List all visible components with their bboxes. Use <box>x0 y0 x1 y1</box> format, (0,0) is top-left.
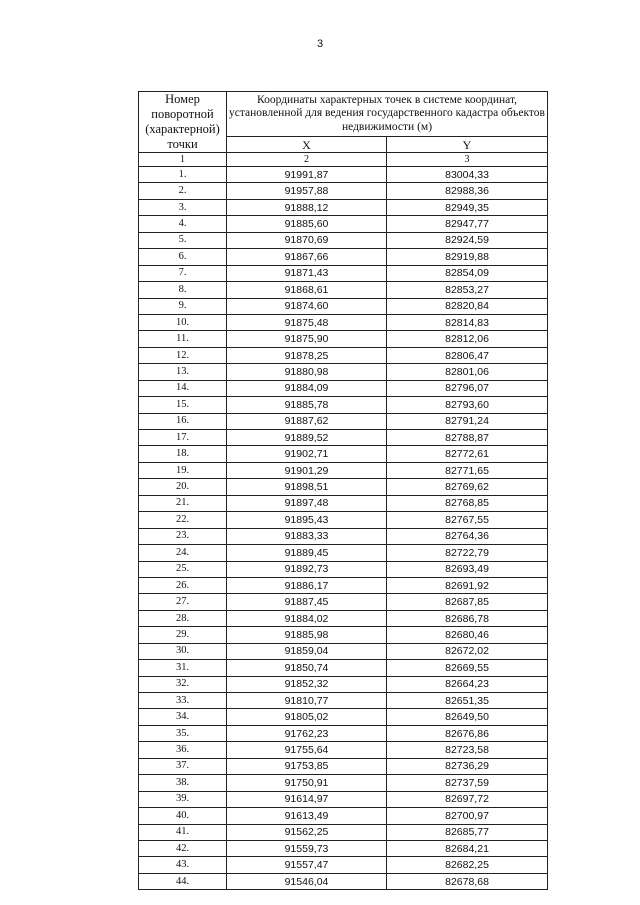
x-coordinate-cell: 91557,47 <box>227 857 387 873</box>
x-coordinate-cell: 91762,23 <box>227 725 387 741</box>
table-row <box>139 347 548 363</box>
x-coordinate-cell: 91875,48 <box>227 314 387 330</box>
table-row <box>139 298 548 314</box>
y-coordinate-cell: 82680,46 <box>387 627 548 643</box>
point-number-cell: 16. <box>139 413 227 429</box>
y-coordinate-cell: 82771,65 <box>387 462 548 478</box>
table-row <box>139 265 548 281</box>
table-row <box>139 610 548 626</box>
point-number-cell: 42. <box>139 840 227 856</box>
x-coordinate-cell: 91895,43 <box>227 512 387 528</box>
y-coordinate-cell: 82949,35 <box>387 199 548 215</box>
y-coordinate-cell: 82682,25 <box>387 857 548 873</box>
table-row <box>139 775 548 791</box>
x-coordinate-cell: 91885,60 <box>227 216 387 232</box>
y-coordinate-cell: 82684,21 <box>387 840 548 856</box>
y-coordinate-cell: 82791,24 <box>387 413 548 429</box>
table-row <box>139 167 548 183</box>
point-number-cell: 15. <box>139 397 227 413</box>
x-coordinate-cell: 91852,32 <box>227 676 387 692</box>
y-coordinate-cell: 82853,27 <box>387 282 548 298</box>
point-number-cell: 26. <box>139 577 227 593</box>
y-coordinate-cell: 82676,86 <box>387 725 548 741</box>
column-index: 2 <box>227 153 387 167</box>
table-row <box>139 199 548 215</box>
y-coordinate-cell: 82697,72 <box>387 791 548 807</box>
point-number-cell: 2. <box>139 183 227 199</box>
header-coordinates: Координаты характерных точек в системе координат, установленной для ведения государственного кадастра объектов недвижимости (м) <box>227 92 548 137</box>
table-row <box>139 627 548 643</box>
table-row <box>139 840 548 856</box>
coordinates-table <box>138 91 548 890</box>
point-number-cell: 21. <box>139 495 227 511</box>
x-coordinate-cell: 91753,85 <box>227 758 387 774</box>
x-coordinate-cell: 91892,73 <box>227 561 387 577</box>
point-number-cell: 11. <box>139 331 227 347</box>
x-coordinate-cell: 91898,51 <box>227 479 387 495</box>
x-coordinate-cell: 91859,04 <box>227 643 387 659</box>
x-coordinate-cell: 91885,98 <box>227 627 387 643</box>
x-coordinate-cell: 91888,12 <box>227 199 387 215</box>
column-index-row <box>139 153 548 167</box>
table-row <box>139 545 548 561</box>
y-coordinate-cell: 82947,77 <box>387 216 548 232</box>
table-row <box>139 561 548 577</box>
x-coordinate-cell: 91901,29 <box>227 462 387 478</box>
x-coordinate-cell: 91902,71 <box>227 446 387 462</box>
table-row <box>139 577 548 593</box>
point-number-cell: 10. <box>139 314 227 330</box>
x-coordinate-cell: 91880,98 <box>227 364 387 380</box>
x-coordinate-cell: 91884,09 <box>227 380 387 396</box>
y-coordinate-cell: 82669,55 <box>387 660 548 676</box>
y-coordinate-cell: 82767,55 <box>387 512 548 528</box>
y-coordinate-cell: 82812,06 <box>387 331 548 347</box>
table-row <box>139 331 548 347</box>
y-coordinate-cell: 82988,36 <box>387 183 548 199</box>
table-row <box>139 462 548 478</box>
x-coordinate-cell: 91868,61 <box>227 282 387 298</box>
header-point-number: Номер поворотной (характерной) точки <box>139 92 227 153</box>
point-number-cell: 25. <box>139 561 227 577</box>
y-coordinate-cell: 82793,60 <box>387 397 548 413</box>
x-coordinate-cell: 91889,52 <box>227 430 387 446</box>
table-row <box>139 725 548 741</box>
point-number-cell: 37. <box>139 758 227 774</box>
x-coordinate-cell: 91755,64 <box>227 742 387 758</box>
y-coordinate-cell: 82651,35 <box>387 693 548 709</box>
point-number-cell: 8. <box>139 282 227 298</box>
x-coordinate-cell: 91897,48 <box>227 495 387 511</box>
y-coordinate-cell: 82801,06 <box>387 364 548 380</box>
x-coordinate-cell: 91546,04 <box>227 873 387 889</box>
y-coordinate-cell: 82649,50 <box>387 709 548 725</box>
table-body <box>139 167 548 890</box>
table-row <box>139 643 548 659</box>
point-number-cell: 13. <box>139 364 227 380</box>
table-row <box>139 594 548 610</box>
table-row <box>139 183 548 199</box>
y-coordinate-cell: 82736,29 <box>387 758 548 774</box>
x-coordinate-cell: 91870,69 <box>227 232 387 248</box>
table-row <box>139 364 548 380</box>
x-coordinate-cell: 91874,60 <box>227 298 387 314</box>
table-row <box>139 873 548 889</box>
table-row <box>139 282 548 298</box>
y-coordinate-cell: 82672,02 <box>387 643 548 659</box>
point-number-cell: 3. <box>139 199 227 215</box>
y-coordinate-cell: 82764,36 <box>387 528 548 544</box>
y-coordinate-cell: 82814,83 <box>387 314 548 330</box>
point-number-cell: 17. <box>139 430 227 446</box>
point-number-cell: 9. <box>139 298 227 314</box>
point-number-cell: 34. <box>139 709 227 725</box>
x-coordinate-cell: 91805,02 <box>227 709 387 725</box>
x-coordinate-cell: 91613,49 <box>227 808 387 824</box>
y-coordinate-cell: 82722,79 <box>387 545 548 561</box>
point-number-cell: 38. <box>139 775 227 791</box>
table-row <box>139 824 548 840</box>
point-number-cell: 33. <box>139 693 227 709</box>
point-number-cell: 18. <box>139 446 227 462</box>
table-row <box>139 430 548 446</box>
table-row <box>139 808 548 824</box>
table-row <box>139 709 548 725</box>
point-number-cell: 41. <box>139 824 227 840</box>
point-number-cell: 32. <box>139 676 227 692</box>
y-coordinate-cell: 82723,58 <box>387 742 548 758</box>
point-number-cell: 30. <box>139 643 227 659</box>
x-coordinate-cell: 91885,78 <box>227 397 387 413</box>
x-coordinate-cell: 91887,45 <box>227 594 387 610</box>
y-coordinate-cell: 82854,09 <box>387 265 548 281</box>
table-row <box>139 413 548 429</box>
point-number-cell: 40. <box>139 808 227 824</box>
point-number-cell: 4. <box>139 216 227 232</box>
table-row <box>139 479 548 495</box>
point-number-cell: 36. <box>139 742 227 758</box>
header-y: Y <box>387 137 548 153</box>
y-coordinate-cell: 82772,61 <box>387 446 548 462</box>
table-row <box>139 232 548 248</box>
x-coordinate-cell: 91875,90 <box>227 331 387 347</box>
y-coordinate-cell: 83004,33 <box>387 167 548 183</box>
y-coordinate-cell: 82691,92 <box>387 577 548 593</box>
x-coordinate-cell: 91867,66 <box>227 249 387 265</box>
table-row <box>139 249 548 265</box>
table-row <box>139 314 548 330</box>
x-coordinate-cell: 91850,74 <box>227 660 387 676</box>
column-index: 1 <box>139 153 227 167</box>
point-number-cell: 14. <box>139 380 227 396</box>
point-number-cell: 28. <box>139 610 227 626</box>
x-coordinate-cell: 91883,33 <box>227 528 387 544</box>
point-number-cell: 31. <box>139 660 227 676</box>
y-coordinate-cell: 82806,47 <box>387 347 548 363</box>
y-coordinate-cell: 82924,59 <box>387 232 548 248</box>
table-row <box>139 693 548 709</box>
point-number-cell: 29. <box>139 627 227 643</box>
x-coordinate-cell: 91878,25 <box>227 347 387 363</box>
table-row <box>139 660 548 676</box>
point-number-cell: 7. <box>139 265 227 281</box>
x-coordinate-cell: 91614,97 <box>227 791 387 807</box>
point-number-cell: 23. <box>139 528 227 544</box>
y-coordinate-cell: 82687,85 <box>387 594 548 610</box>
point-number-cell: 27. <box>139 594 227 610</box>
table-row <box>139 216 548 232</box>
x-coordinate-cell: 91887,62 <box>227 413 387 429</box>
y-coordinate-cell: 82769,62 <box>387 479 548 495</box>
point-number-cell: 20. <box>139 479 227 495</box>
x-coordinate-cell: 91810,77 <box>227 693 387 709</box>
y-coordinate-cell: 82788,87 <box>387 430 548 446</box>
point-number-cell: 12. <box>139 347 227 363</box>
y-coordinate-cell: 82919,88 <box>387 249 548 265</box>
y-coordinate-cell: 82686,78 <box>387 610 548 626</box>
y-coordinate-cell: 82737,59 <box>387 775 548 791</box>
point-number-cell: 19. <box>139 462 227 478</box>
y-coordinate-cell: 82768,85 <box>387 495 548 511</box>
x-coordinate-cell: 91886,17 <box>227 577 387 593</box>
table-row <box>139 791 548 807</box>
point-number-cell: 5. <box>139 232 227 248</box>
header-x: X <box>227 137 387 153</box>
table-row <box>139 397 548 413</box>
point-number-cell: 6. <box>139 249 227 265</box>
table-row <box>139 512 548 528</box>
table-row <box>139 676 548 692</box>
y-coordinate-cell: 82664,23 <box>387 676 548 692</box>
table-row <box>139 758 548 774</box>
y-coordinate-cell: 82678,68 <box>387 873 548 889</box>
y-coordinate-cell: 82820,84 <box>387 298 548 314</box>
table-row <box>139 528 548 544</box>
x-coordinate-cell: 91871,43 <box>227 265 387 281</box>
point-number-cell: 35. <box>139 725 227 741</box>
point-number-cell: 1. <box>139 167 227 183</box>
point-number-cell: 43. <box>139 857 227 873</box>
table-row <box>139 380 548 396</box>
y-coordinate-cell: 82700,97 <box>387 808 548 824</box>
y-coordinate-cell: 82796,07 <box>387 380 548 396</box>
x-coordinate-cell: 91562,25 <box>227 824 387 840</box>
column-index: 3 <box>387 153 548 167</box>
x-coordinate-cell: 91991,87 <box>227 167 387 183</box>
y-coordinate-cell: 82685,77 <box>387 824 548 840</box>
point-number-cell: 24. <box>139 545 227 561</box>
page-number: 3 <box>316 38 324 50</box>
x-coordinate-cell: 91889,45 <box>227 545 387 561</box>
x-coordinate-cell: 91884,02 <box>227 610 387 626</box>
table-row <box>139 446 548 462</box>
x-coordinate-cell: 91750,91 <box>227 775 387 791</box>
table-row <box>139 495 548 511</box>
y-coordinate-cell: 82693,49 <box>387 561 548 577</box>
x-coordinate-cell: 91559,73 <box>227 840 387 856</box>
x-coordinate-cell: 91957,88 <box>227 183 387 199</box>
point-number-cell: 44. <box>139 873 227 889</box>
point-number-cell: 39. <box>139 791 227 807</box>
table-row <box>139 742 548 758</box>
point-number-cell: 22. <box>139 512 227 528</box>
table-row <box>139 857 548 873</box>
